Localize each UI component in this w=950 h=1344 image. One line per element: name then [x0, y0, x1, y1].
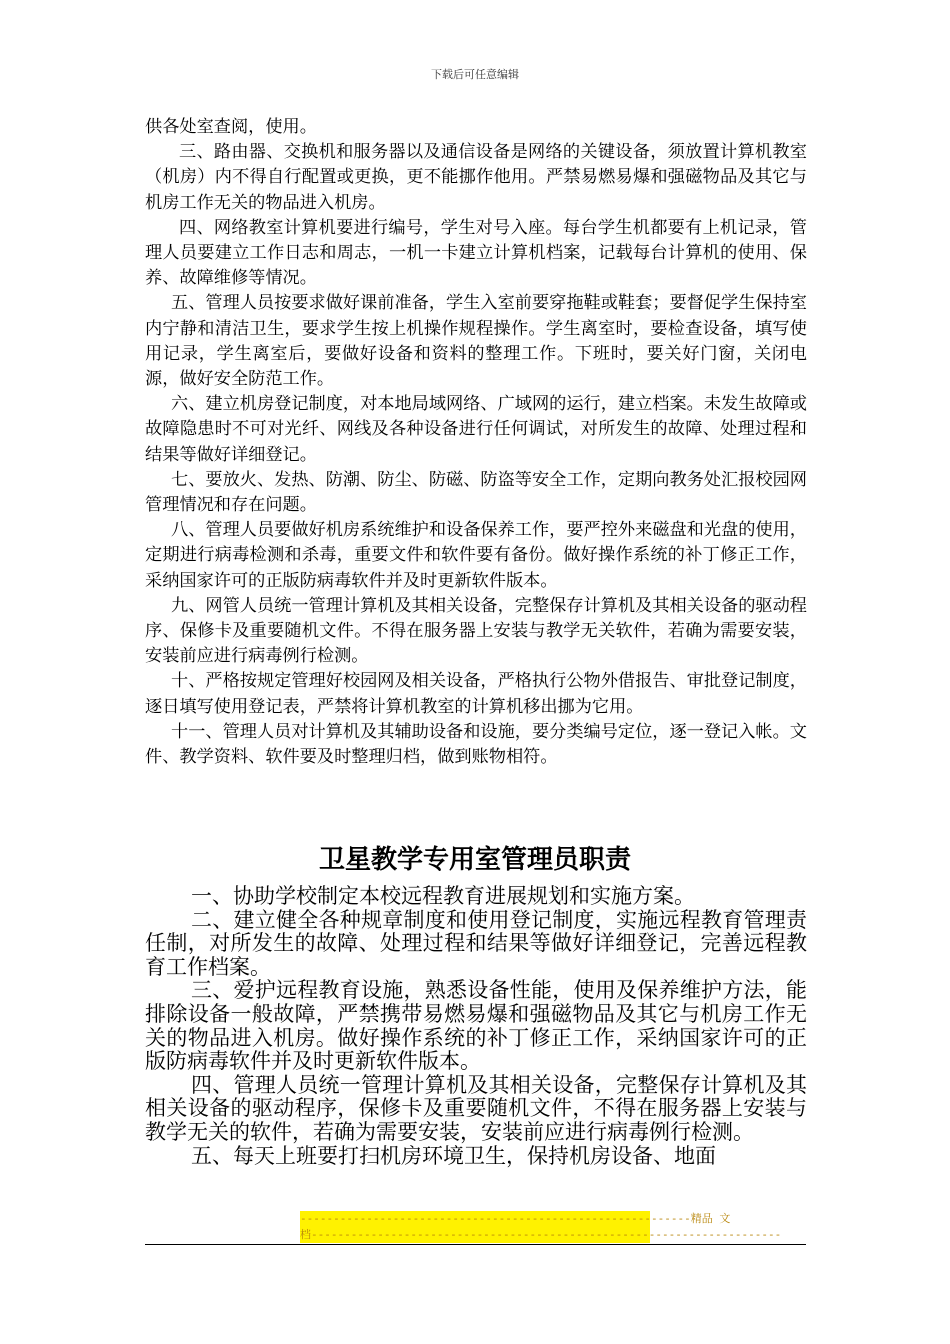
paragraph: 四、管理人员统一管理计算机及其相关设备，完整保存计算机及其相关设备的驱动程序，保修卡及重要随机文件，不得在服务器上安装与教学无关的软件，若确为需要安装，安装前应进行病毒例行检测。 — [145, 1072, 807, 1144]
section-title: 卫星教学专用室管理员职责 — [318, 845, 631, 875]
footer-watermark-line: -----------------------------------------------------------精品 文 — [300, 1212, 731, 1225]
paragraph: 三、路由器、交换机和服务器以及通信设备是网络的关键设备，须放置计算机教室（机房）内不得自行配置或更换，更不能挪作他用。严禁易燃易爆和强磁物品及其它与机房工作无关的物品进入机房。 — [145, 142, 807, 213]
paragraph: 四、网络教室计算机要进行编号，学生对号入座。每台学生机都要有上机记录，管理人员要建立工作日志和周志，一机一卡建立计算机档案，记载每台计算机的使用、保养、故障维修等情况。 — [145, 217, 807, 289]
paragraph: 五、每天上班要打扫机房环境卫生，保持机房设备、地面 — [191, 1143, 716, 1168]
paragraph: 三、爱护远程教育设施，熟悉设备性能，使用及保养维护方法，能排除设备一般故障，严禁携带易燃易爆和强磁物品及其它与机房工作无关的物品进入机房。做好操作系统的补丁修正工作，采纳国家许可的正版防病毒软件并及时更新软件版本。 — [145, 978, 807, 1074]
paragraph: 一、协助学校制定本校远程教育进展规划和实施方案。 — [191, 884, 695, 908]
paragraph: 供各处室查阅，使用。 — [145, 117, 317, 137]
paragraph: 六、建立机房登记制度，对本地局域网络、广域网的运行，建立档案。未发生故障或故障隐患时不可对光纤、网线及各种设备进行任何调试，对所发生的故障、处理过程和结果等做好详细登记。 — [145, 394, 807, 465]
paragraph: 十、严格按规定管理好校园网及相关设备，严格执行公物外借报告、审批登记制度，逐日填写使用登记表，严禁将计算机教室的计算机移出挪为它用。 — [145, 671, 807, 717]
paragraph: 二、建立健全各种规章制度和使用登记制度，实施远程教育管理责任制，对所发生的故障、处理过程和结果等做好详细登记，完善远程教育工作档案。 — [145, 907, 807, 979]
duties-section — [145, 885, 807, 1168]
paragraph: 七、要放火、发热、防潮、防尘、防磁、防盗等安全工作，定期向教务处汇报校园网管理情况和存在问题。 — [145, 469, 807, 516]
paragraph: 十一、管理人员对计算机及其辅助设备和设施，要分类编号定位，逐一登记入帐。文件、教学资料、软件要及时整理归档，做到账物相符。 — [145, 721, 807, 768]
footer-divider — [145, 1244, 806, 1245]
header-note: 下载后可任意编辑 — [431, 68, 519, 81]
paragraph: 九、网管人员统一管理计算机及其相关设备，完整保存计算机及其相关设备的驱动程序、保修卡及重要随机文件。不得在服务器上安装与教学无关软件，若确为需要安装，安装前应进行病毒例行检测。 — [145, 595, 807, 667]
paragraph: 八、管理人员要做好机房系统维护和设备保养工作，要严控外来磁盘和光盘的使用，定期进行病毒检测和杀毒，重要文件和软件要有备份。做好操作系统的补丁修正工作，采纳国家许可的正版防病毒软件并及时更新软件版本。 — [145, 520, 807, 591]
regulations-section — [145, 115, 807, 770]
paragraph: 五、管理人员按要求做好课前准备，学生入室前要穿拖鞋或鞋套；要督促学生保持室内宁静和清洁卫生，要求学生按上机操作规程操作。学生离室时，要检查设备，填写使用记录，学生离室后，要做好设备和资料的整理工作。下班时，要关好门窗，关闭电源，做好安全防范工作。 — [145, 293, 807, 390]
footer-watermark-line: 档----------------------------------------------------------------------- — [300, 1228, 782, 1241]
